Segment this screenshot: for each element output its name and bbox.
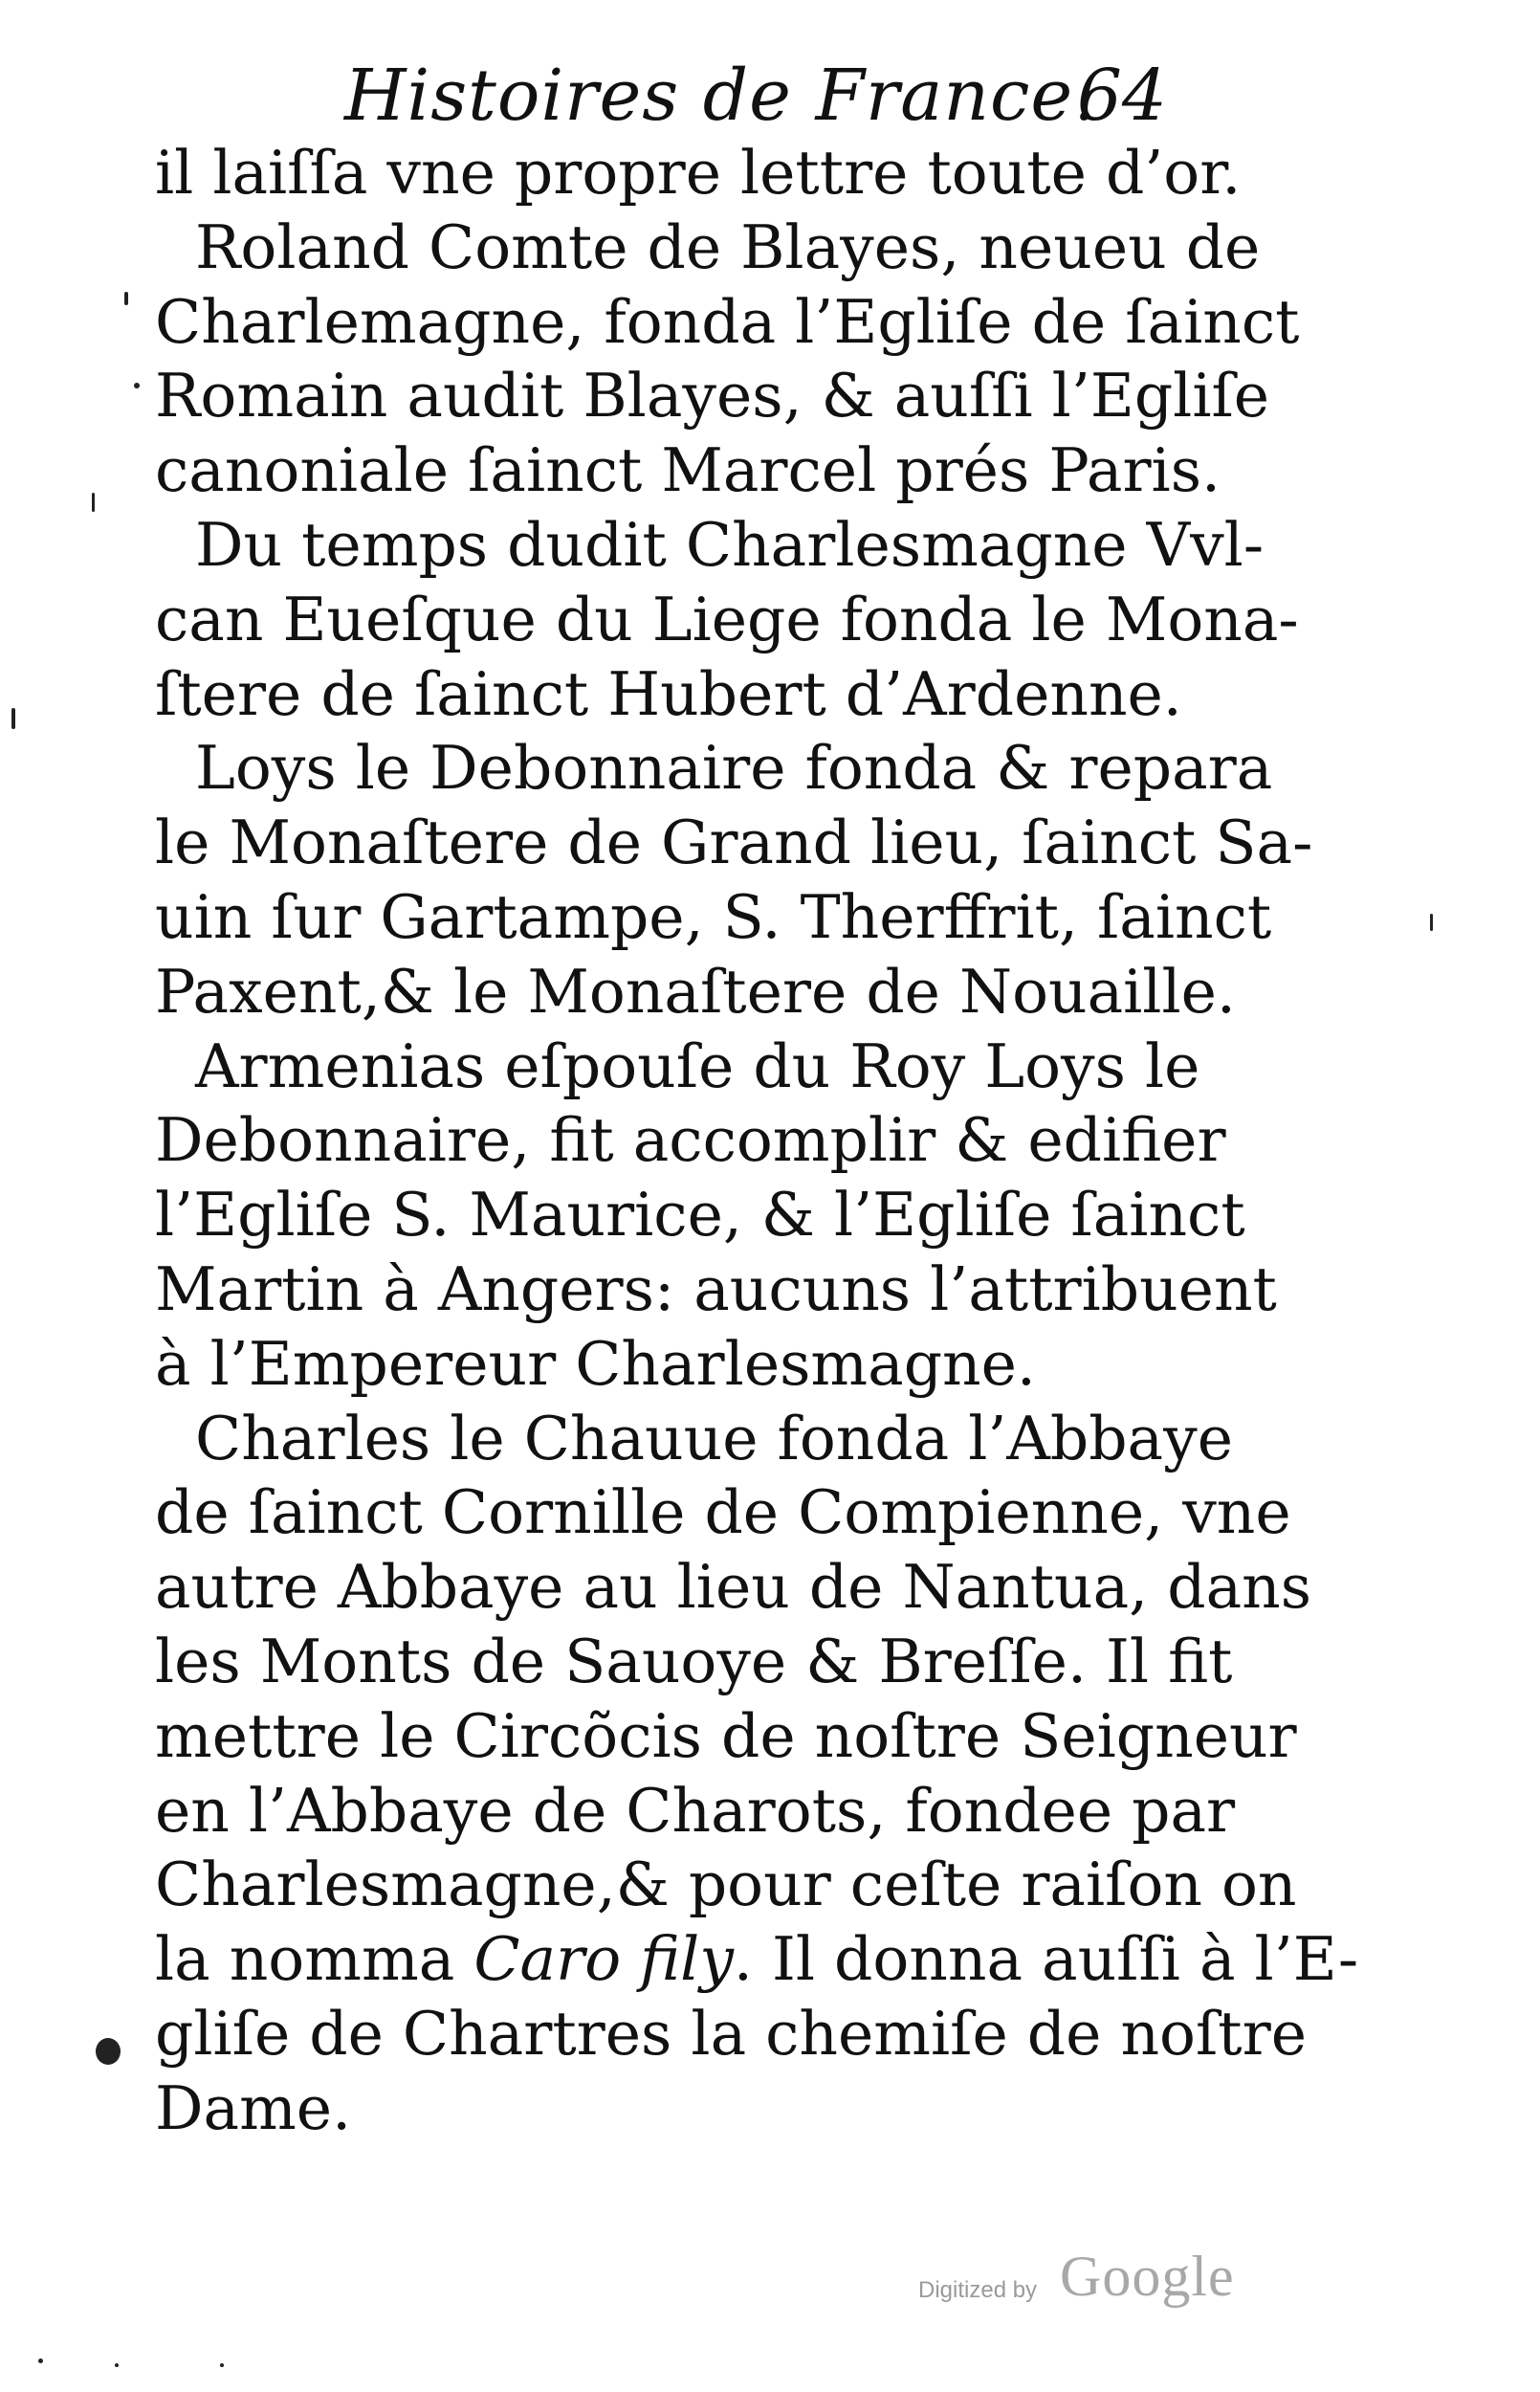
text-line: Romain audit Blayes, & auſſi l’Egliſe bbox=[155, 361, 1270, 432]
body-text bbox=[155, 136, 1359, 2146]
page-number: 64 bbox=[1076, 55, 1167, 137]
text-line: Dame. bbox=[155, 2072, 352, 2143]
google-logo: Google bbox=[1060, 2245, 1235, 2308]
italic-latin-phrase: Caro fily bbox=[473, 1924, 734, 1995]
ink-speck bbox=[134, 383, 140, 388]
text-line: Martin à Angers: aucuns l’attribuent bbox=[155, 1253, 1277, 1324]
text-line: canoniale ſainct Marcel prés Paris. bbox=[155, 435, 1221, 506]
ink-speck bbox=[124, 292, 128, 305]
text-run: . Il donna auſſi à l’E- bbox=[733, 1924, 1359, 1995]
text-line: gliſe de Chartres la chemiſe de noſtre bbox=[155, 1998, 1307, 2069]
digitized-by-google-watermark bbox=[918, 2244, 1243, 2311]
text-line: Charlemagne, fonda l’Egliſe de ſainct bbox=[155, 286, 1300, 357]
text-line: de ſainct Cornille de Compienne, vne bbox=[155, 1477, 1291, 1548]
running-head bbox=[344, 38, 1167, 144]
text-line: il laiſſa vne propre lettre toute d’or. bbox=[155, 138, 1242, 208]
watermark-text: Digitized by bbox=[918, 2277, 1038, 2303]
ink-speck bbox=[1430, 914, 1433, 931]
text-line: Paxent,& le Monaſtere de Nouaille. bbox=[155, 956, 1236, 1027]
ink-speck bbox=[96, 2038, 121, 2065]
text-line: Loys le Debonnaire fonda & repara bbox=[195, 733, 1273, 804]
ink-speck bbox=[220, 2363, 224, 2367]
text-line: ſtere de ſainct Hubert d’Ardenne. bbox=[155, 658, 1182, 729]
text-line: mettre le Circõcis de noſtre Seigneur bbox=[155, 1700, 1297, 1771]
ink-speck bbox=[92, 493, 95, 512]
text-line: Roland Comte de Blayes, neueu de bbox=[195, 211, 1261, 282]
ink-speck bbox=[38, 2359, 43, 2363]
text-line: à l’Empereur Charlesmagne. bbox=[155, 1328, 1036, 1399]
running-title: Histoires de France. bbox=[344, 55, 1097, 137]
text-line: uin ſur Gartampe, S. Therffrit, ſainct bbox=[155, 881, 1272, 952]
text-line: l’Egliſe S. Maurice, & l’Egliſe ſainct bbox=[155, 1180, 1245, 1251]
text-line: can Eueſque du Liege fonda le Mona- bbox=[155, 584, 1299, 654]
ink-speck bbox=[11, 708, 15, 729]
text-run: la nomma bbox=[155, 1924, 474, 1995]
text-line: autre Abbaye au lieu de Nantua, dans bbox=[155, 1552, 1312, 1623]
text-line: Charles le Chauue fonda l’Abbaye bbox=[195, 1403, 1233, 1473]
text-line: Charlesmagne,& pour ceſte raiſon on bbox=[155, 1849, 1297, 1920]
ink-speck bbox=[115, 2363, 119, 2367]
text-line: Du temps dudit Charlesmagne Vvl- bbox=[195, 509, 1265, 580]
text-line: en l’Abbaye de Charots, fondee par bbox=[155, 1775, 1236, 1846]
text-line-with-italic bbox=[155, 1922, 1359, 1997]
text-line: les Monts de Sauoye & Breſſe. Il fit bbox=[155, 1626, 1233, 1696]
text-line: Armenias eſpouſe du Roy Loys le bbox=[195, 1030, 1200, 1101]
text-line: le Monaſtere de Grand lieu, ſainct Sa- bbox=[155, 808, 1313, 878]
text-line: Debonnaire, fit accomplir & edifier bbox=[155, 1105, 1226, 1176]
